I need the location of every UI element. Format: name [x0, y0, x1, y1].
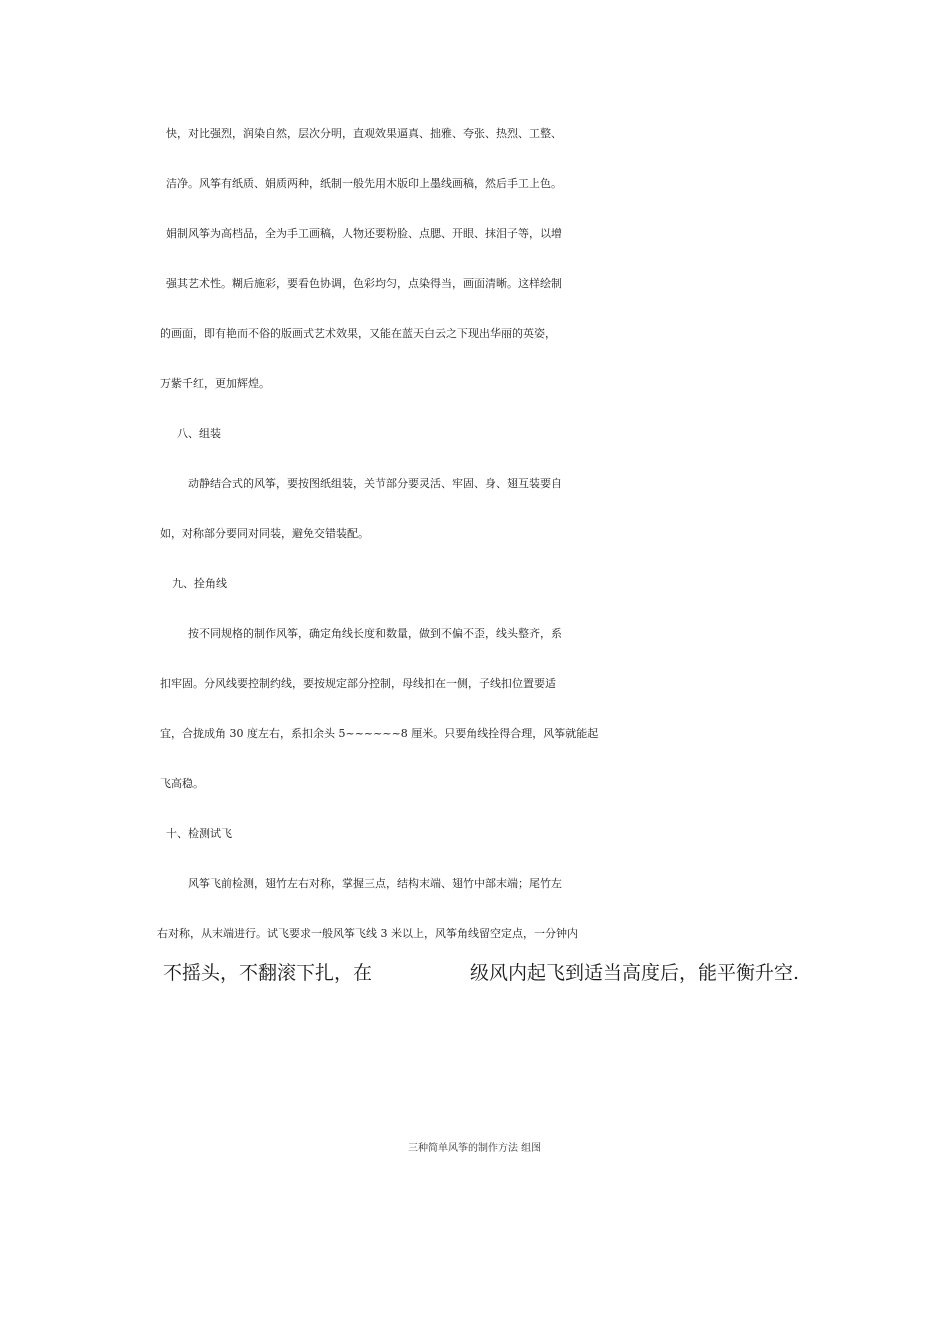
section-heading-assembly: 八、组装: [177, 427, 221, 440]
text-line-1: 快，对比强烈，润染自然，层次分明，直观效果逼真、拙雅、夸张、热烈、工整、: [166, 127, 562, 140]
text-line-9: 如，对称部分要同对同装，避免交错装配。: [160, 527, 369, 540]
text-line-6: 万紫千红，更加辉煌。: [160, 377, 270, 390]
large-text-part-1: 不摇头，不翻滚下扎，在: [163, 962, 373, 984]
text-line-14: 飞高稳。: [160, 777, 204, 790]
text-line-17: 右对称，从末端进行。试飞要求一般风筝飞线 3 米以上，风筝角线留空定点，一分钟内: [157, 927, 578, 940]
text-line-5: 的画面，即有艳而不俗的版画式艺术效果，又能在蓝天白云之下现出华丽的英姿，: [160, 327, 556, 340]
text-line-11: 按不同规格的制作风筝，确定角线长度和数量，做到不偏不歪，线头整齐，系: [188, 627, 562, 640]
text-line-8: 动静结合式的风筝，要按图纸组装，关节部分要灵活、牢固、身、翅互装要自: [188, 477, 562, 490]
text-line-16: 风筝飞前检测，翅竹左右对称，掌握三点，结构末端、翅竹中部末端；尾竹左: [188, 877, 562, 890]
text-line-4: 强其艺术性。糊后施彩，要看色协调，色彩均匀，点染得当，画面清晰。这样绘制: [166, 277, 562, 290]
figure-caption: 三种简单风筝的制作方法 组图: [408, 1143, 542, 1154]
large-text-part-2: 级风内起飞到适当高度后，能平衡升空.: [470, 962, 800, 984]
section-heading-bridle-lines: 九、拴角线: [172, 577, 227, 590]
text-line-2: 洁净。风筝有纸质、娟质两种，纸制一般先用木版印上墨线画稿，然后手工上色。: [166, 177, 562, 190]
text-line-12: 扣牢固。分风线要控制约线，要按规定部分控制，母线扣在一侧，子线扣位置要适: [160, 677, 556, 690]
text-line-13: 宜，合拢成角 30 度左右，系扣余头 5~~~~~~8 厘米。只要角线拴得合理，风筝就能起: [160, 727, 599, 740]
text-line-3: 娟制风筝为高档品，全为手工画稿，人物还要粉脸、点腮、开眼、抹泪子等，以增: [166, 227, 562, 240]
section-heading-test-flight: 十、检测试飞: [166, 827, 232, 840]
